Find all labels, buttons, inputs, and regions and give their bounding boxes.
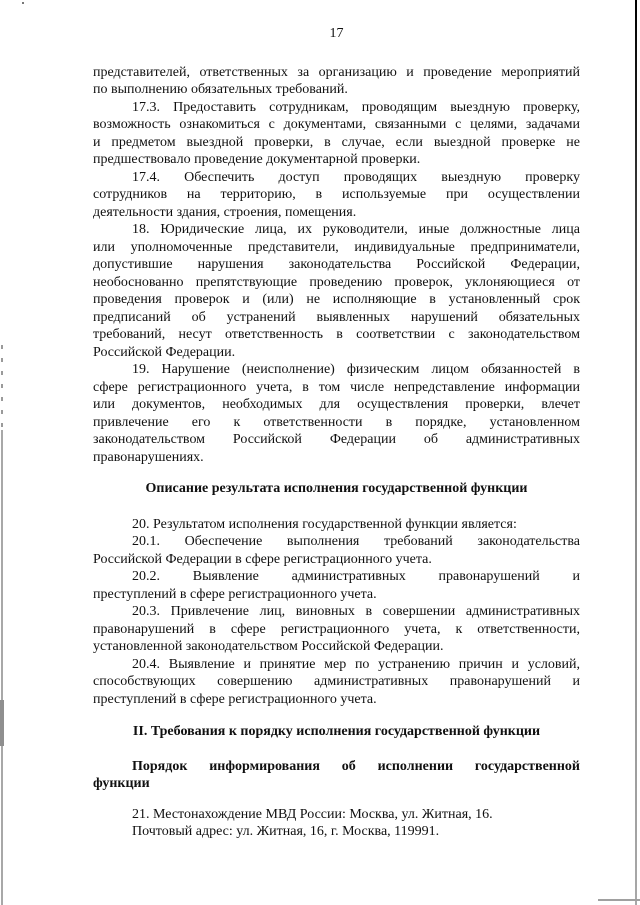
text-line: Описание результата исполнения государственной функции [145,481,528,496]
subsection-heading-informing-order [93,758,580,793]
text-line: сфере регистрационного учета, в том числе непредставление информации [93,379,580,395]
text-line: преступлений в сфере регистрационного учета. [93,586,377,602]
document-page [93,0,580,841]
text-line: привлечение его к ответственности в порядке, установленном [93,414,580,430]
text-line: необоснованно препятствующие проведению проверок, уклоняющиеся от [93,274,580,290]
text-line: Почтовый адрес: ул. Житная, 16, г. Москва, 119991. [132,824,440,839]
text-line: Российской Федерации в сфере регистрационного учета. [93,551,432,567]
text-line: или уполномоченные представители, индивидуальные предприниматели, [93,239,580,255]
text-line: допустившие нарушения законодательства Российской Федерации, [93,257,580,272]
text-line: 20.4. Выявление и принятие мер по устранению причин и условий, [132,656,580,672]
text-line: 17.4. Обеспечить доступ проводящих выездную проверку [132,169,580,185]
scan-artifact-bottom-edge-line [598,899,640,901]
para-19 [93,361,580,466]
text-line: 19. Нарушение (неисполнение) физическим лицом обязанностей в [132,362,580,377]
text-line: 20.2. Выявление административных правонарушений и [132,569,580,584]
para-20-1 [93,533,580,568]
scan-artifact-right-edge-line [635,0,637,905]
section-heading-ii-requirements [93,723,580,741]
text-line: законодательством Российской Федерации об административных [93,432,580,447]
text-line: или документов, необходимых для осуществления проверки, влечет [93,397,580,412]
para-17-2-continuation [93,64,580,99]
text-line: предшествовало проведение документарной проверки. [93,152,421,167]
text-line: способствующих совершению административных правонарушений и [93,674,580,689]
text-line: преступлений в сфере регистрационного учета. [93,691,377,707]
text-line: сотрудников на территорию, в используемые при осуществлении [93,187,580,202]
page-number: 17 [329,26,344,41]
text-line: установленной законодательством Российской Федерации. [93,639,444,654]
para-postal-address [93,823,580,841]
text-line: II. Требования к порядку исполнения государственной функции [132,724,541,739]
para-20-2 [93,568,580,603]
para-17-4 [93,169,580,222]
text-line: требований, несут ответственность в соответствии с законодательством [93,327,580,342]
text-line: правонарушениях. [93,449,204,465]
section-heading-result-description [93,480,580,498]
text-line: правонарушений в сфере регистрационного учета, к ответственности, [93,621,580,637]
text-line: 18. Юридические лица, их руководители, иные должностные лица [132,222,580,237]
text-line: Порядок информирования об исполнении государственной [132,758,580,774]
text-line: проведения проверок и (или) не исполняющие в установленный срок [93,292,580,307]
text-line: 21. Местонахождение МВД России: Москва, ул. Житная, 16. [132,806,493,822]
para-18 [93,221,580,361]
text-line: 20.3. Привлечение лиц, виновных в совершении административных [132,604,580,619]
text-line: функции [93,776,150,791]
text-line: представителей, ответственных за организацию и проведение мероприятий [93,64,580,80]
text-line: деятельности здания, строения, помещения. [93,204,357,220]
scan-artifact-left-dashed-line [1,345,3,431]
text-line: 20. Результатом исполнения государственной функции является: [132,516,517,532]
scan-artifact-speck [22,2,24,4]
text-line: предписаний об устранений выявленных нарушений обязательных [93,309,580,325]
text-line: по выполнению обязательных требований. [93,82,348,97]
para-17-3 [93,99,580,169]
text-line: Российской Федерации. [93,344,236,360]
scan-artifact-left-edge-line [1,430,3,905]
text-line: 20.1. Обеспечение выполнения требований законодательства [132,534,580,549]
para-20-4 [93,656,580,709]
text-line: и предметом выездной проверки, в случае, если выездной проверке не [93,134,580,150]
para-20-3 [93,603,580,656]
para-21-location [93,806,580,824]
document-body [93,64,580,841]
text-line: 17.3. Предоставить сотрудникам, проводящим выездную проверку, [132,99,580,115]
scan-artifact-left-thick-segment [0,700,4,746]
text-line: возможность ознакомиться с документами, связанными с целями, задачами [93,117,580,132]
para-20 [93,516,580,534]
